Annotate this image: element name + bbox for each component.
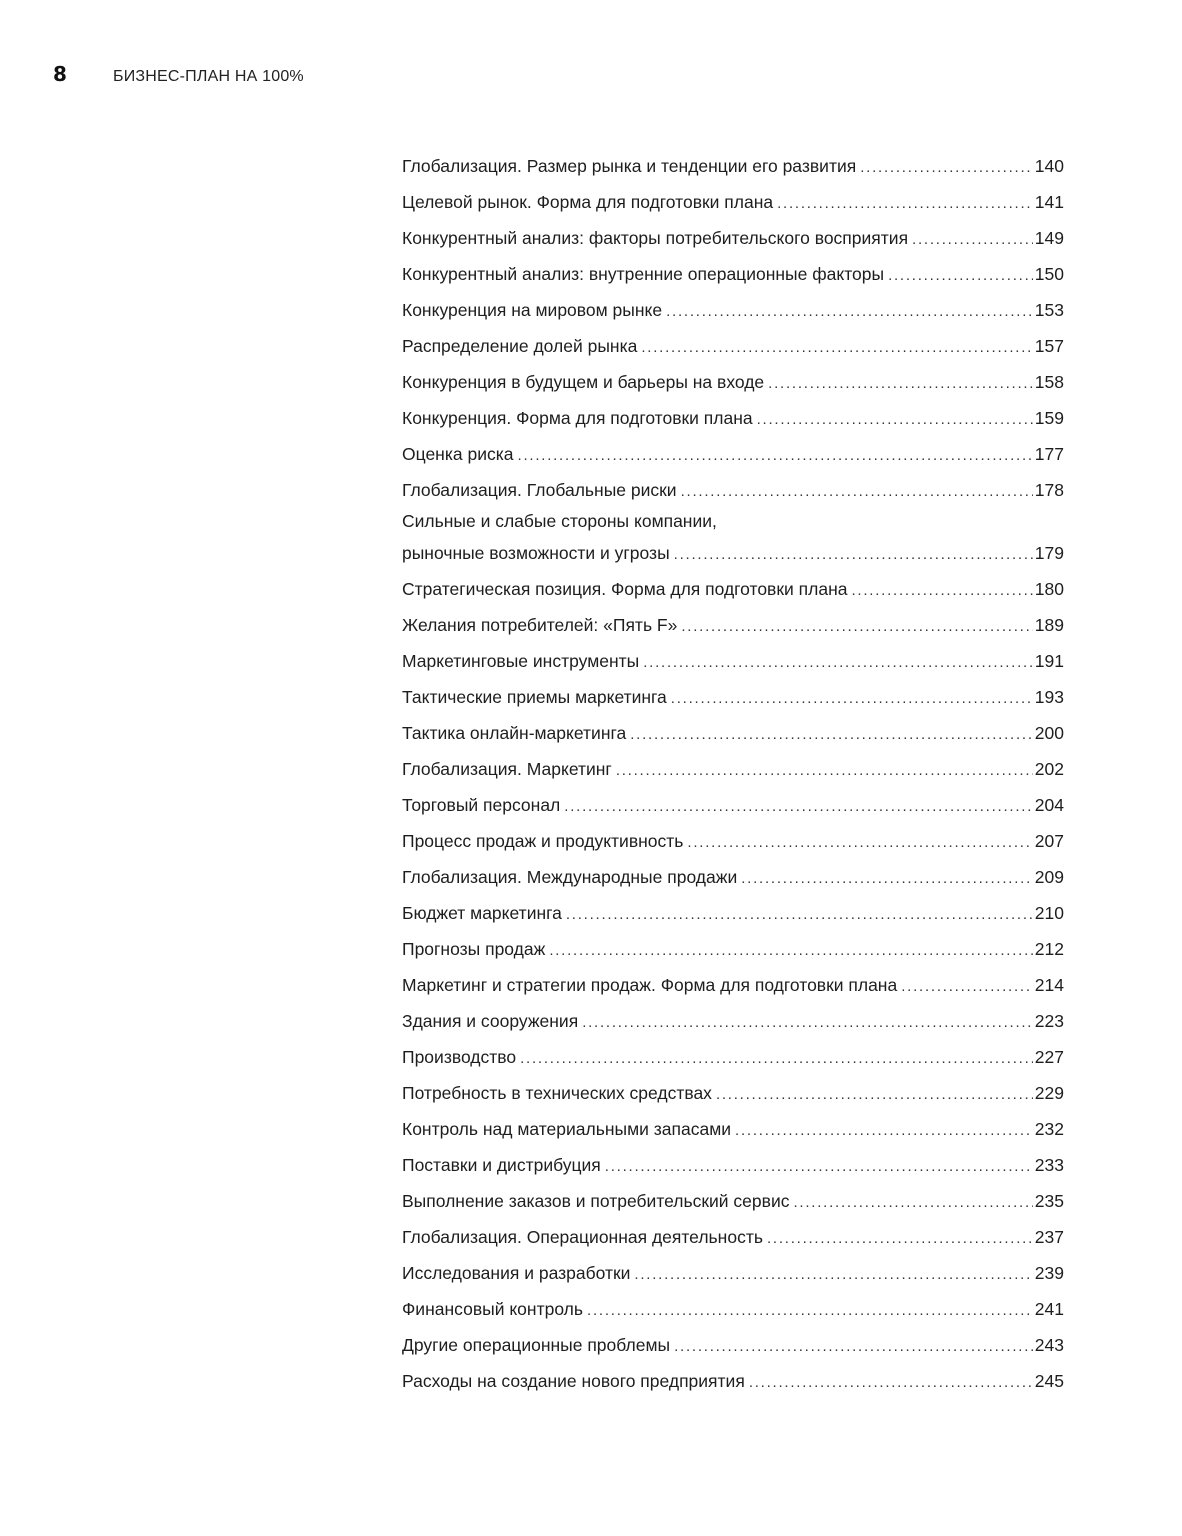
toc-entry-page: 202 <box>1034 759 1064 779</box>
dot-leader <box>520 1041 1033 1075</box>
dot-leader <box>582 1005 1033 1039</box>
toc-entry <box>402 859 1064 895</box>
dot-leader <box>757 402 1033 436</box>
toc-entry-page: 204 <box>1034 795 1064 815</box>
toc-entry-title: Конкуренция в будущем и барьеры на входе <box>402 372 765 392</box>
toc-entry-title: Производство <box>402 1047 517 1067</box>
toc-entry <box>402 400 1064 436</box>
toc-entry <box>402 571 1064 607</box>
page-header <box>53 62 304 88</box>
toc-entry-page: 179 <box>1034 543 1064 563</box>
dot-leader <box>793 1185 1032 1219</box>
toc-entry-page: 189 <box>1034 615 1064 635</box>
toc-entry-page: 157 <box>1034 336 1064 356</box>
dot-leader <box>671 681 1033 715</box>
toc-entry <box>402 751 1064 787</box>
toc-entry-page: 227 <box>1034 1047 1064 1067</box>
toc-entry-title: Другие операционные проблемы <box>402 1335 671 1355</box>
toc-entry-page: 212 <box>1034 939 1064 959</box>
page-number: 8 <box>53 62 67 86</box>
toc-entry-page: 140 <box>1034 156 1064 176</box>
toc-entry-title: Потребность в технических средствах <box>402 1083 712 1103</box>
dot-leader <box>851 573 1032 607</box>
dot-leader <box>566 897 1033 931</box>
toc-entry-page: 232 <box>1034 1119 1064 1139</box>
running-title: БИЗНЕС-ПЛАН НА 100% <box>113 68 304 85</box>
toc-entry-page: 209 <box>1034 867 1064 887</box>
toc-entry <box>402 1291 1064 1327</box>
toc-entry <box>402 1039 1064 1075</box>
toc-entry-page: 237 <box>1034 1227 1064 1247</box>
toc-entry-title: Целевой рынок. Форма для подготовки плана <box>402 192 774 212</box>
toc-entry-page: 241 <box>1034 1299 1064 1319</box>
toc-entry-page: 180 <box>1034 579 1064 599</box>
toc-entry-title: Распределение долей рынка <box>402 336 638 356</box>
toc-entry-page: 245 <box>1034 1371 1064 1391</box>
toc-entry <box>402 292 1064 328</box>
toc-entry-second-line <box>402 535 1064 571</box>
toc-entry-title: Глобализация. Международные продажи <box>402 867 738 887</box>
toc-entry-title: Конкурентный анализ: факторы потребительского восприятия <box>402 228 909 248</box>
toc-entry-page: 158 <box>1034 372 1064 392</box>
toc-entry-page: 207 <box>1034 831 1064 851</box>
toc-entry-title-line1: Сильные и слабые стороны компании, <box>402 511 717 531</box>
toc-entry <box>402 1075 1064 1111</box>
toc-entry <box>402 1219 1064 1255</box>
toc-entry-page: 210 <box>1034 903 1064 923</box>
dot-leader <box>674 537 1033 571</box>
dot-leader <box>888 258 1033 292</box>
toc-entry <box>402 679 1064 715</box>
dot-leader <box>643 645 1033 679</box>
toc-entry <box>402 436 1064 472</box>
toc-entry <box>402 184 1064 220</box>
dot-leader <box>564 789 1033 823</box>
toc-entry-page: 150 <box>1034 264 1064 284</box>
toc-entry-title: Конкуренция. Форма для подготовки плана <box>402 408 753 428</box>
toc-entry-title: Тактические приемы маркетинга <box>402 687 667 707</box>
toc-entry <box>402 220 1064 256</box>
toc-entry-title: Здания и сооружения <box>402 1011 579 1031</box>
dot-leader <box>616 753 1033 787</box>
toc-entry-page: 193 <box>1034 687 1064 707</box>
dot-leader <box>716 1077 1033 1111</box>
dot-leader <box>687 825 1032 859</box>
toc-entry <box>402 508 1064 571</box>
toc-entry-title: Контроль над материальными запасами <box>402 1119 732 1139</box>
toc-entry <box>402 364 1064 400</box>
toc-entry-page: 233 <box>1034 1155 1064 1175</box>
toc-entry-title: Торговый персонал <box>402 795 561 815</box>
toc-entry-title: Оценка риска <box>402 444 514 464</box>
dot-leader <box>641 330 1032 364</box>
dot-leader <box>735 1113 1033 1147</box>
toc-entry-title: Тактика онлайн-маркетинга <box>402 723 627 743</box>
toc-entry-page: 159 <box>1034 408 1064 428</box>
toc-entry-title: Глобализация. Маркетинг <box>402 759 612 779</box>
dot-leader <box>681 609 1032 643</box>
toc-entry-title: Финансовый контроль <box>402 1299 584 1319</box>
dot-leader <box>777 186 1033 220</box>
dot-leader <box>767 1221 1033 1255</box>
toc-entry-page: 239 <box>1034 1263 1064 1283</box>
toc-entry-page: 178 <box>1034 480 1064 500</box>
toc-entry-page: 153 <box>1034 300 1064 320</box>
toc-entry-page: 243 <box>1034 1335 1064 1355</box>
table-of-contents <box>402 148 1064 1399</box>
toc-entry-title: Конкурентный анализ: внутренние операционные факторы <box>402 264 885 284</box>
toc-entry-title: Глобализация. Размер рынка и тенденции его развития <box>402 156 857 176</box>
toc-entry-title: Выполнение заказов и потребительский сервис <box>402 1191 790 1211</box>
toc-entry <box>402 643 1064 679</box>
dot-leader <box>605 1149 1033 1183</box>
toc-entry-page: 223 <box>1034 1011 1064 1031</box>
toc-entry <box>402 472 1064 508</box>
toc-entry <box>402 148 1064 184</box>
toc-entry-title: Прогнозы продаж <box>402 939 546 959</box>
dot-leader <box>860 150 1033 184</box>
toc-entry <box>402 1363 1064 1399</box>
toc-entry-title: Процесс продаж и продуктивность <box>402 831 684 851</box>
dot-leader <box>768 366 1033 400</box>
dot-leader <box>681 474 1033 508</box>
toc-entry-title: Маркетинг и стратегии продаж. Форма для подготовки плана <box>402 975 898 995</box>
dot-leader <box>587 1293 1033 1327</box>
toc-entry-page: 214 <box>1034 975 1064 995</box>
dot-leader <box>741 861 1033 895</box>
toc-entry <box>402 1255 1064 1291</box>
toc-entry <box>402 787 1064 823</box>
toc-entry <box>402 1183 1064 1219</box>
toc-entry <box>402 607 1064 643</box>
toc-entry-page: 141 <box>1034 192 1064 212</box>
toc-entry <box>402 1147 1064 1183</box>
toc-entry-title: Стратегическая позиция. Форма для подготовки плана <box>402 579 848 599</box>
toc-entry-title: Поставки и дистрибуция <box>402 1155 601 1175</box>
toc-entry-page: 149 <box>1034 228 1064 248</box>
toc-entry <box>402 1111 1064 1147</box>
dot-leader <box>749 1365 1033 1399</box>
toc-entry-title: Бюджет маркетинга <box>402 903 562 923</box>
toc-entry-page: 235 <box>1034 1191 1064 1211</box>
dot-leader <box>634 1257 1032 1291</box>
toc-entry <box>402 967 1064 1003</box>
toc-entry-title: Расходы на создание нового предприятия <box>402 1371 745 1391</box>
toc-entry-title: рыночные возможности и угрозы <box>402 543 670 563</box>
toc-entry <box>402 328 1064 364</box>
dot-leader <box>674 1329 1033 1363</box>
toc-entry-title: Маркетинговые инструменты <box>402 651 640 671</box>
toc-entry <box>402 256 1064 292</box>
toc-entry <box>402 1003 1064 1039</box>
toc-entry-page: 177 <box>1034 444 1064 464</box>
toc-entry-title: Желания потребителей: «Пять F» <box>402 615 678 635</box>
toc-entry-page: 200 <box>1034 723 1064 743</box>
toc-entry-title: Глобализация. Глобальные риски <box>402 480 677 500</box>
toc-entry-title: Исследования и разработки <box>402 1263 631 1283</box>
dot-leader <box>518 438 1033 472</box>
toc-entry-title: Глобализация. Операционная деятельность <box>402 1227 763 1247</box>
toc-entry <box>402 895 1064 931</box>
toc-entry-page: 229 <box>1034 1083 1064 1103</box>
toc-entry-title: Конкуренция на мировом рынке <box>402 300 663 320</box>
dot-leader <box>901 969 1033 1003</box>
dot-leader <box>666 294 1033 328</box>
toc-entry <box>402 931 1064 967</box>
toc-entry <box>402 715 1064 751</box>
toc-entry-page: 191 <box>1034 651 1064 671</box>
dot-leader <box>912 222 1033 256</box>
toc-entry <box>402 823 1064 859</box>
dot-leader <box>549 933 1032 967</box>
toc-entry <box>402 1327 1064 1363</box>
dot-leader <box>630 717 1033 751</box>
